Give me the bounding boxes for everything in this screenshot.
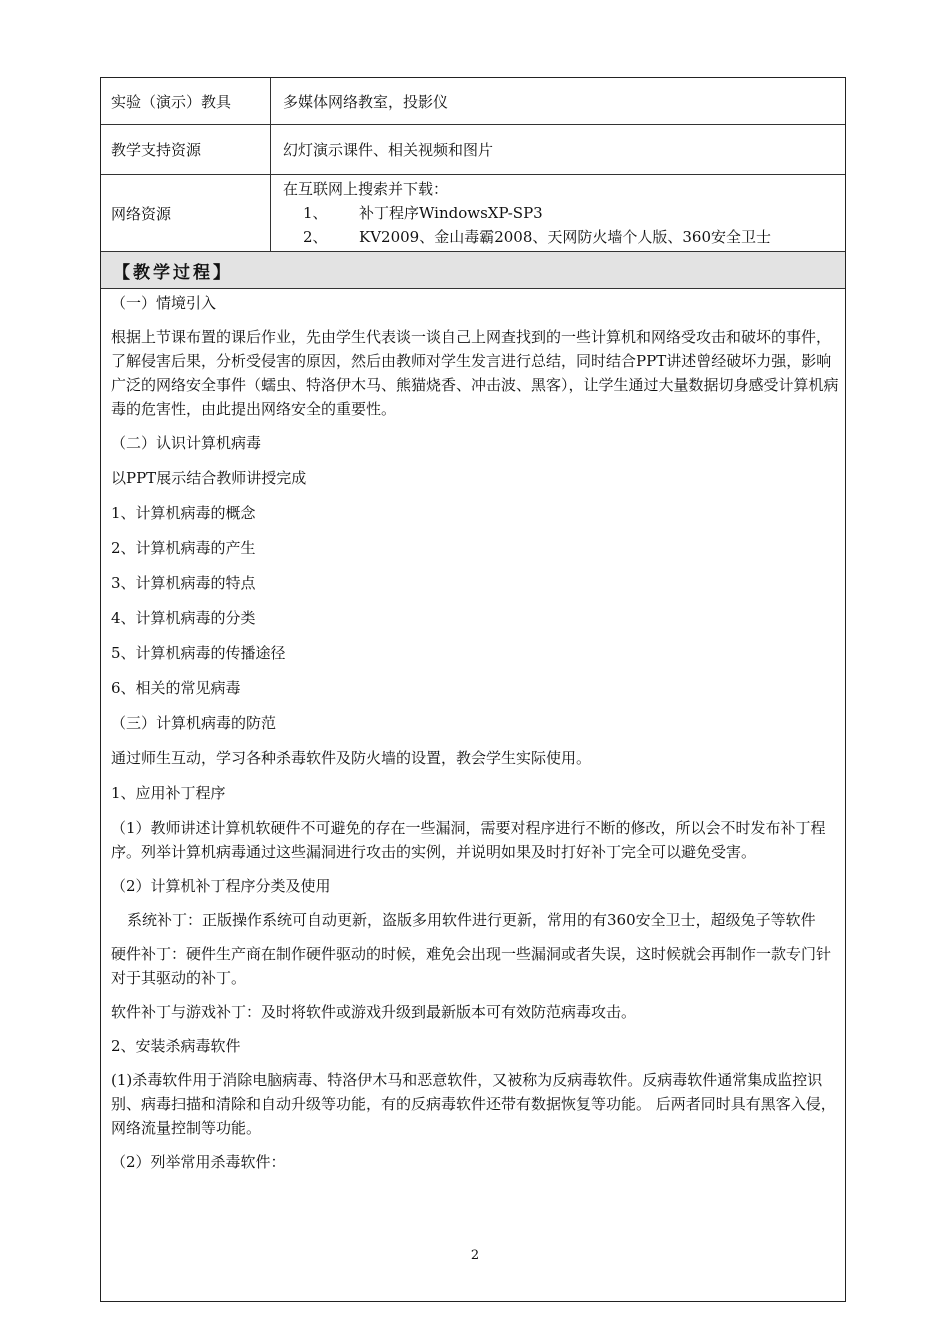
paragraph: 2、计算机病毒的产生: [111, 539, 256, 557]
content-row: [101, 289, 845, 1301]
paragraph: 硬件补丁：硬件生产商在制作硬件驱动的时候，难免会出现一些漏洞或者失误，这时候就会再制作一款专门针对于其驱动的补丁。: [111, 945, 832, 987]
paragraph: 通过师生互动，学习各种杀毒软件及防火墙的设置，教会学生实际使用。: [111, 749, 592, 767]
network-item: [283, 201, 543, 225]
row-label: 教学支持资源: [101, 125, 271, 174]
row-label: 实验（演示）教具: [101, 78, 271, 124]
paragraph: 5、计算机病毒的传播途径: [111, 644, 286, 662]
row-value: 多媒体网络教室，投影仪: [283, 92, 449, 111]
item-text: KV2009、金山毒霸2008、天网防火墙个人版、360安全卫士: [359, 228, 772, 246]
network-item: [283, 225, 771, 249]
paragraph: 6、相关的常见病毒: [111, 679, 241, 697]
teaching-process-content: [101, 289, 845, 1301]
item-number: 1、: [303, 204, 328, 222]
info-row-equipment: [101, 78, 845, 125]
section-title: 【教学过程】: [101, 252, 845, 288]
paragraph: 2、安装杀病毒软件: [111, 1037, 241, 1055]
paragraph: 3、计算机病毒的特点: [111, 574, 256, 592]
item-text: 补丁程序WindowsXP-SP3: [359, 204, 543, 222]
paragraph: 1、应用补丁程序: [111, 784, 226, 802]
paragraph: （2）计算机补丁程序分类及使用: [111, 877, 331, 895]
paragraph: (1)杀毒软件用于消除电脑病毒、特洛伊木马和恶意软件，又被称为反病毒软件。反病毒软件通常集成监控识别、病毒扫描和清除和自动升级等功能，有的反病毒软件还带有数据恢复等功能。 后两者同时具有黑客入侵，网络流量控制等功能。: [111, 1071, 836, 1137]
info-row-network: [101, 175, 845, 252]
section-header-row: [101, 252, 845, 289]
paragraph: （一）情境引入: [111, 294, 217, 312]
item-number: 2、: [303, 228, 328, 246]
paragraph: 4、计算机病毒的分类: [111, 609, 256, 627]
paragraph: 系统补丁：正版操作系统可自动更新，盗版多用软件进行更新，常用的有360安全卫士，超级兔子等软件: [127, 911, 816, 929]
lesson-plan-table: [100, 77, 846, 1302]
paragraph: （1）教师讲述计算机软硬件不可避免的存在一些漏洞，需要对程序进行不断的修改，所以会不时发布补丁程序。列举计算机病毒通过这些漏洞进行攻击的实例，并说明如果及时打好补丁完全可以避免受害。: [111, 819, 826, 861]
paragraph: 根据上节课布置的课后作业，先由学生代表谈一谈自己上网查找到的一些计算机和网络受攻击和破坏的事件，了解侵害后果，分析受侵害的原因，然后由教师对学生发言进行总结，同时结合PPT讲述曾经破坏力强，影响广泛的网络安全事件（蠕虫、特洛伊木马、熊猫烧香、冲击波、黑客），让学生通过大量数据切身感受计算机病毒的危害性，由此提出网络安全的重要性。: [111, 328, 839, 418]
paragraph: （三）计算机病毒的防范: [111, 714, 277, 732]
row-value: [271, 175, 845, 251]
info-row-resources: [101, 125, 845, 175]
paragraph: （2）列举常用杀毒软件：: [111, 1153, 286, 1171]
paragraph: （二）认识计算机病毒: [111, 434, 262, 452]
paragraph: 软件补丁与游戏补丁：及时将软件或游戏升级到最新版本可有效防范病毒攻击。: [111, 1003, 637, 1021]
row-label: 网络资源: [101, 175, 271, 251]
paragraph: 以PPT展示结合教师讲授完成: [111, 469, 307, 487]
row-value: 幻灯演示课件、相关视频和图片: [283, 141, 494, 159]
paragraph: 1、计算机病毒的概念: [111, 504, 256, 522]
network-intro: 在互联网上搜索并下载：: [283, 180, 449, 198]
page-number: 2: [470, 1248, 480, 1263]
